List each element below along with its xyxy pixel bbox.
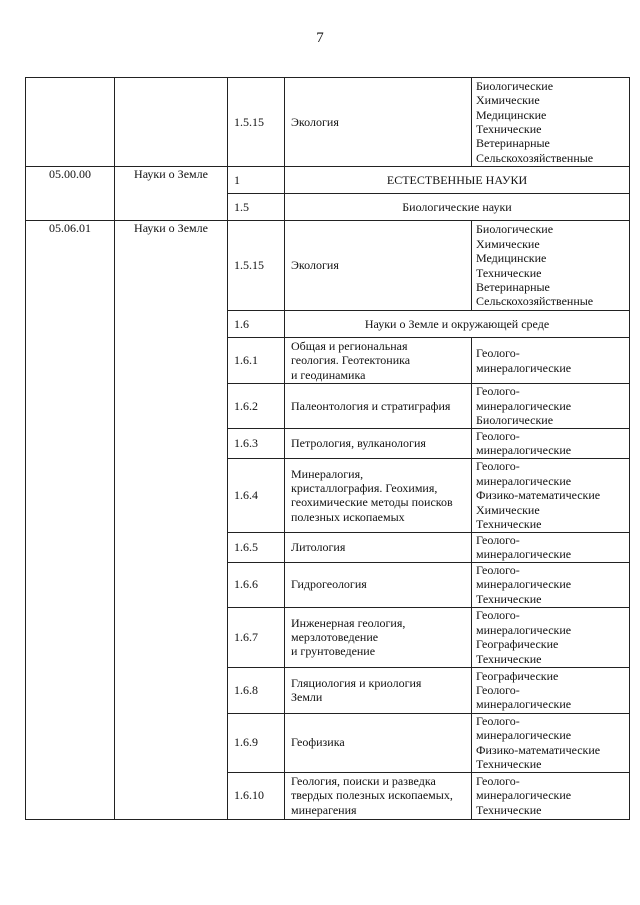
new-code-cell: 1.5.15 [228, 221, 285, 311]
name-line: геология. Геотектоника [291, 353, 411, 368]
science-branches-cell [472, 667, 630, 713]
old-name-cell: Науки о Земле [115, 221, 228, 820]
science-branches-cell [472, 429, 630, 459]
name-line: мерзлотоведение [291, 629, 379, 644]
section-heading: Биологические науки [285, 194, 630, 221]
branch: Сельскохозяйственные [476, 294, 594, 309]
name-line: полезных ископаемых [291, 509, 405, 524]
science-branches-cell [472, 772, 630, 819]
new-code-cell: 1.6.7 [228, 607, 285, 667]
branch: Медицинские [476, 107, 547, 122]
branch: Геолого- [476, 563, 520, 578]
section-heading: Науки о Земле и окружающей среде [285, 311, 630, 338]
new-name-cell [285, 607, 472, 667]
branch: Сельскохозяйственные [476, 150, 594, 165]
branch: Технические [476, 802, 542, 817]
new-code-cell: 1.6.4 [228, 458, 285, 532]
branch: Геолого- [476, 384, 520, 399]
page-number: 7 [316, 30, 324, 46]
name-line: минерагения [291, 802, 357, 817]
branch: Биологические [476, 78, 554, 93]
branch: минералогические [476, 697, 572, 712]
branch: минералогические [476, 728, 572, 743]
branch: Ветеринарные [476, 279, 550, 294]
new-code-cell: 1.6.9 [228, 713, 285, 772]
old-name-cell: Науки о Земле [115, 167, 228, 221]
branch: Технические [476, 651, 542, 666]
name-line: Геофизика [291, 735, 345, 750]
new-name-cell [285, 562, 472, 607]
name-line: геохимические методы поисков [291, 495, 453, 510]
new-code-cell: 1.6.10 [228, 772, 285, 819]
branch: Технические [476, 757, 542, 772]
new-name-cell: Экология [285, 78, 472, 167]
new-name-cell [285, 532, 472, 562]
science-branches-cell [472, 221, 630, 311]
new-code-cell: 1.6.3 [228, 429, 285, 459]
branch: минералогические [476, 577, 572, 592]
branch: Химические [476, 236, 540, 251]
branch: Медицинские [476, 251, 547, 266]
new-name-cell [285, 713, 472, 772]
branch: Химические [476, 502, 540, 517]
name-line: твердых полезных ископаемых, [291, 788, 453, 803]
new-code-cell: 1.6 [228, 311, 285, 338]
science-branches-cell [472, 607, 630, 667]
science-branches-cell [472, 78, 630, 167]
new-name-cell [285, 338, 472, 384]
name-line: Петрология, вулканология [291, 436, 426, 451]
name-line: Общая и региональная [291, 338, 408, 353]
science-branches-cell [472, 384, 630, 429]
science-branches-cell [472, 338, 630, 384]
branch: Географические [476, 637, 559, 652]
branch: минералогические [476, 547, 572, 562]
branch: минералогические [476, 360, 572, 375]
old-code-cell: 05.06.01 [26, 221, 115, 820]
branch: Технические [476, 591, 542, 606]
specialties-table [25, 77, 630, 820]
branch: Геолого- [476, 346, 520, 361]
new-code-cell: 1.6.5 [228, 532, 285, 562]
branch: минералогические [476, 473, 572, 488]
old-code-cell: 05.00.00 [26, 167, 115, 221]
branch: Ветеринарные [476, 136, 550, 151]
table-row [26, 78, 630, 167]
new-name-cell [285, 384, 472, 429]
branch: Геолого- [476, 774, 520, 789]
branch: Геолого- [476, 459, 520, 474]
branch: Геолого- [476, 713, 520, 728]
new-code-cell: 1.5 [228, 194, 285, 221]
branch: минералогические [476, 788, 572, 803]
branch: Физико-математические [476, 488, 601, 503]
table-row [26, 167, 630, 194]
science-branches-cell [472, 532, 630, 562]
name-line: кристаллография. Геохимия, [291, 480, 438, 495]
branch: Физико-математические [476, 742, 601, 757]
branch: Технические [476, 265, 542, 280]
branch: Географические [476, 668, 559, 683]
branch: Геолого- [476, 682, 520, 697]
branch: Химические [476, 93, 540, 108]
name-line: Палеонтология и стратиграфия [291, 398, 451, 413]
branch: Технические [476, 516, 542, 531]
science-branches-cell [472, 562, 630, 607]
name-line: Земли [291, 690, 323, 705]
new-name-cell [285, 667, 472, 713]
name-line: Геология, поиски и разведка [291, 774, 436, 789]
new-code-cell: 1.5.15 [228, 78, 285, 167]
branch: Геолого- [476, 608, 520, 623]
name-line: Гляциология и криология [291, 675, 422, 690]
old-code-cell [26, 78, 115, 167]
branch: Биологические [476, 413, 554, 428]
branch: минералогические [476, 443, 572, 458]
new-name-cell: Экология [285, 221, 472, 311]
name-line: Минералогия, [291, 466, 364, 481]
branch: Геолого- [476, 532, 520, 547]
table-row [26, 221, 630, 311]
name-line: и грунтоведение [291, 644, 376, 659]
science-branches-cell [472, 458, 630, 532]
name-line: Литология [291, 540, 346, 555]
branch: Геолого- [476, 429, 520, 443]
new-code-cell: 1.6.6 [228, 562, 285, 607]
section-heading: ЕСТЕСТВЕННЫЕ НАУКИ [285, 167, 630, 194]
branch: минералогические [476, 622, 572, 637]
new-name-cell [285, 429, 472, 459]
new-code-cell: 1 [228, 167, 285, 194]
new-name-cell [285, 458, 472, 532]
science-branches-cell [472, 713, 630, 772]
branch: Биологические [476, 222, 554, 237]
old-name-cell [115, 78, 228, 167]
new-code-cell: 1.6.2 [228, 384, 285, 429]
new-code-cell: 1.6.8 [228, 667, 285, 713]
new-code-cell: 1.6.1 [228, 338, 285, 384]
name-line: и геодинамика [291, 367, 366, 382]
branch: Технические [476, 122, 542, 136]
name-line: Инженерная геология, [291, 615, 406, 630]
branch: минералогические [476, 398, 572, 413]
name-line: Гидрогеология [291, 577, 367, 592]
new-name-cell [285, 772, 472, 819]
